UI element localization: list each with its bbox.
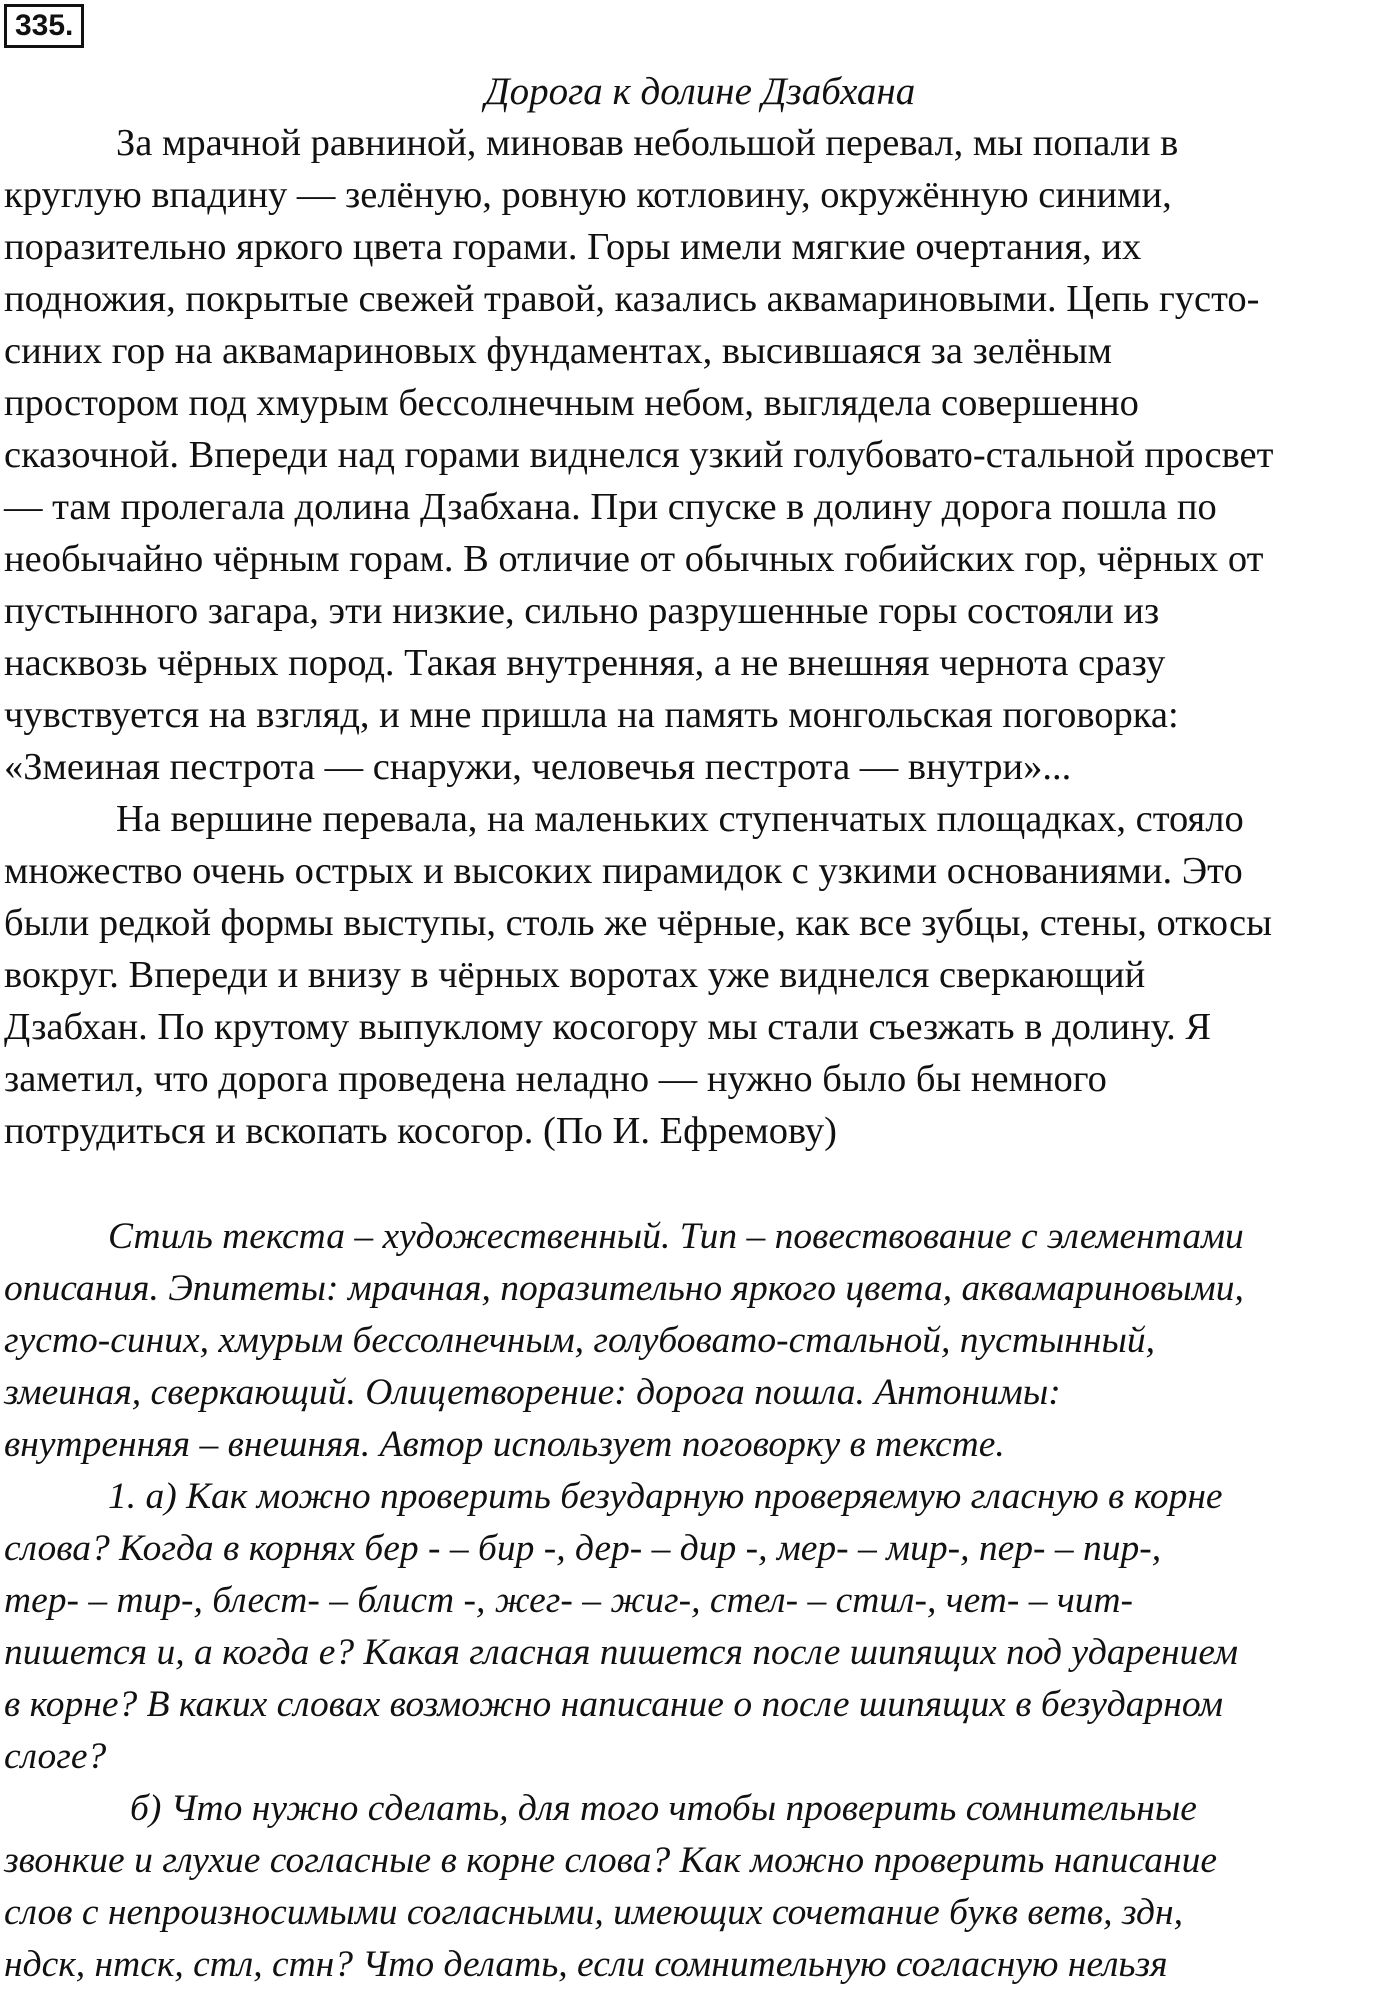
analysis-section [4,1211,1396,1991]
main-text-paragraph-2: На вершине перевала, на маленьких ступенчатых площадках, стояло множество очень острых и высоких пирамидок с узкими основаниями. Это были редкой формы выступы, столь же чёрные, как все зубцы, стены, откосы вокруг. Впереди и внизу в чёрных воротах уже виднелся сверкающий Дзабхан. По крутому выпуклому косогору мы стали съезжать в долину. Я заметил, что дорога проведена неладно — нужно было бы немного потрудиться и вскопать косогор. (По И. Ефремову) [4,798,1272,1152]
main-text [4,117,1396,1157]
question-1a-paragraph: 1. а) Как можно проверить безударную проверяемую гласную в корне слова? Когда в корнях бер - – бир -, дер- – дир -, мер- – мир-, пер- – пир-, тер- – тир-, блест- – блист -, жег- – жиг-, стел- – стил-, чет- – чит- пишется и, а когда е? Какая гласная пишется после шипящих под ударением в корне? В каких словах возможно написание о после шипящих в безударном слоге? [4,1476,1239,1777]
analysis-style-paragraph: Стиль текста – художественный. Тип – повествование с элементами описания. Эпитеты: мрачная, поразительно яркого цвета, аквамариновыми, густо-синих, хмурым бессолнечным, голубовато-стальной, пустынный, змеиная, сверкающий. Олицетворение: дорога пошла. Антонимы: внутренняя – внешняя. Автор использует поговорку в тексте. [4,1216,1244,1465]
exercise-number-box: 335. [4,4,84,48]
main-text-paragraph-1: За мрачной равниной, миновав небольшой перевал, мы попали в круглую впадину — зелёную, ровную котловину, окружённую синими, поразительно яркого цвета горами. Горы имели мягкие очертания, их подножия, покрытые свежей травой, казались аквамариновыми. Цепь густо- синих гор на аквамариновых фундаментах, высившаяся за зелёным простором под хмурым бессолнечным небом, выглядела совершенно сказочной. Впереди над горами виднелся узкий голубовато-стальной просвет — там пролегала долина Дзабхана. При спуске в долину дорога пошла по необычайно чёрным горам. В отличие от обычных гобийских гор, чёрных от пустынного загара, эти низкие, сильно разрушенные горы состояли из насквозь чёрных пород. Такая внутренняя, а не внешняя чернота сразу чувствуется на взгляд, и мне пришла на память монгольская поговорка: «Змеиная пестрота — снаружи, человечья пестрота — внутри»... [4,122,1274,788]
question-1b-paragraph: б) Что нужно сделать, для того чтобы проверить сомнительные звонкие и глухие согласные в корне слова? Как можно проверить написание слов с непроизносимыми согласными, имеющих сочетание букв ветв, здн, ндск, нтск, стл, стн? Что делать, если сомнительную согласную нельзя [4,1788,1217,1985]
text-title: Дорога к долине Дзабхана [484,70,916,113]
